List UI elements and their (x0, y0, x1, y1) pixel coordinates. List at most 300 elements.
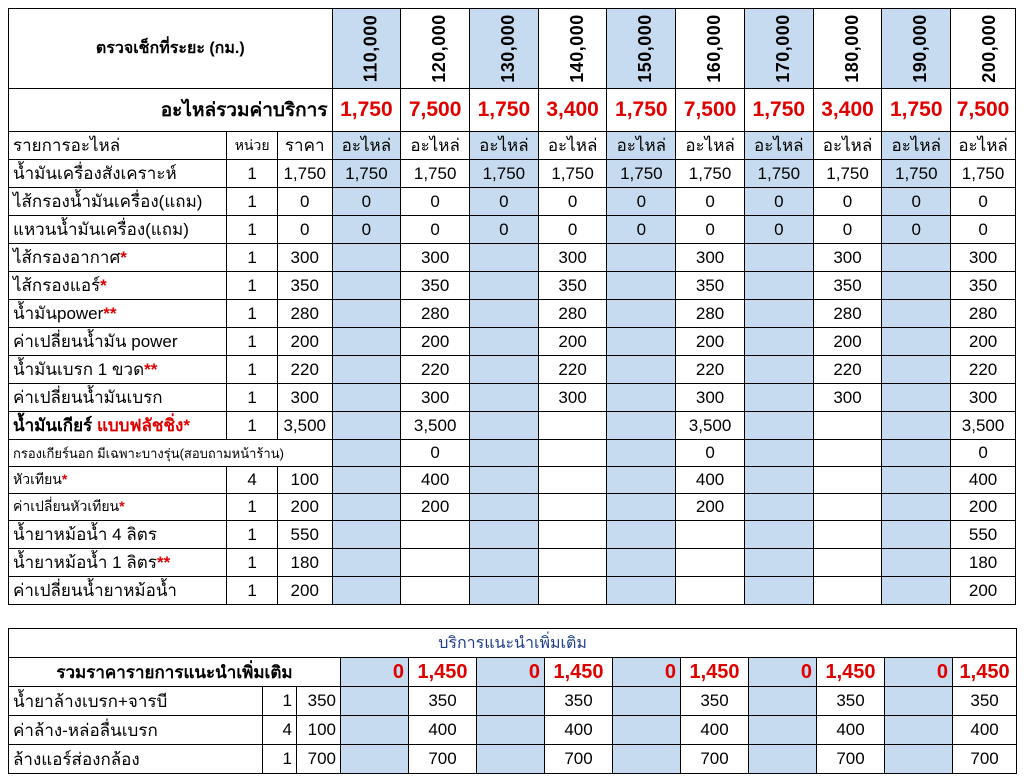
extra-item-unit-cell: 1 (263, 687, 297, 716)
item-name-cell (9, 467, 227, 494)
item-name: น้ำมันเกียร์ (13, 416, 93, 435)
part-column-header: อะไหล่ (882, 132, 951, 160)
item-unit-cell: 1 (227, 356, 278, 384)
item-value-cell: 3,500 (951, 412, 1016, 440)
extra-total-value-cell: 0 (613, 658, 681, 687)
item-name: ค่าเปลี่ยนหัวเทียน (13, 498, 120, 514)
part-column-header: อะไหล่ (470, 132, 539, 160)
item-mark: * (100, 276, 107, 295)
item-name: ค่าเปลี่ยนน้ำมัน power (13, 332, 178, 351)
item-value-cell: 300 (538, 384, 607, 412)
km-value: 150,000 (635, 14, 656, 83)
extra-item-name-cell: ล้างแอร์ส่องกล้อง (9, 745, 263, 774)
item-value-cell (538, 521, 607, 549)
km-header-cell (470, 9, 539, 89)
item-name-cell (9, 216, 227, 244)
item-value-cell: 0 (401, 216, 470, 244)
extra-item-value-cell: 400 (409, 716, 477, 745)
total-value-cell: 7,500 (951, 89, 1016, 132)
item-value-cell: 200 (676, 494, 745, 521)
item-value-cell: 350 (813, 272, 882, 300)
total-value-cell: 7,500 (401, 89, 470, 132)
item-mark: ** (156, 553, 171, 572)
item-price-cell: 550 (277, 521, 332, 549)
item-unit-cell: 1 (227, 216, 278, 244)
item-value-cell (607, 300, 676, 328)
extra-item-value-cell: 400 (817, 716, 885, 745)
item-name: ค่าเปลี่ยนน้ำมันเบรก (13, 388, 163, 407)
item-unit-cell: 1 (227, 272, 278, 300)
item-value-cell: 280 (401, 300, 470, 328)
km-value: 200,000 (978, 14, 999, 83)
extra-total-value-cell: 1,450 (953, 658, 1017, 687)
item-value-cell (882, 328, 951, 356)
extra-item-value-cell: 700 (681, 745, 749, 774)
item-value-cell: 0 (676, 216, 745, 244)
item-value-cell: 0 (951, 216, 1016, 244)
item-unit-cell: 1 (227, 188, 278, 216)
km-header-cell (538, 9, 607, 89)
item-name: ค่าเปลี่ยนน้ำยาหม้อน้ำ (13, 581, 177, 600)
item-name: น้ำยาหม้อน้ำ 1 ลิตร (13, 553, 157, 572)
extra-total-value-cell: 1,450 (817, 658, 885, 687)
item-value-cell: 300 (676, 244, 745, 272)
item-value-cell: 3,500 (676, 412, 745, 440)
item-value-cell (744, 521, 813, 549)
item-value-cell (332, 328, 401, 356)
item-value-cell (676, 577, 745, 605)
item-unit-cell: 1 (227, 328, 278, 356)
item-value-cell: 220 (676, 356, 745, 384)
parts-service-total-label: อะไหล่รวมค่าบริการ (9, 89, 333, 132)
item-unit-cell: 1 (227, 384, 278, 412)
item-price-cell: 1,750 (277, 160, 332, 188)
item-value-cell: 220 (401, 356, 470, 384)
item-name-cell (9, 356, 227, 384)
item-value-cell (882, 521, 951, 549)
item-mark: ** (144, 360, 158, 379)
km-value: 110,000 (359, 14, 380, 83)
item-price-cell: 3,500 (277, 412, 332, 440)
extra-item-value-cell (477, 745, 545, 774)
item-value-cell: 1,750 (676, 160, 745, 188)
item-value-cell (607, 440, 676, 467)
item-value-cell (813, 440, 882, 467)
part-column-header: อะไหล่ (951, 132, 1016, 160)
extra-item-value-cell: 350 (817, 687, 885, 716)
item-value-cell: 200 (538, 328, 607, 356)
item-value-cell: 300 (951, 384, 1016, 412)
unit-column-header: หน่วย (227, 132, 278, 160)
item-name: น้ำมันเบรก 1 ขวด (13, 360, 145, 379)
extra-item-price-cell: 350 (297, 687, 341, 716)
item-value-cell: 400 (951, 467, 1016, 494)
total-value-cell: 1,750 (470, 89, 539, 132)
extra-item-value-cell (341, 716, 409, 745)
extra-item-value-cell (749, 716, 817, 745)
item-price-cell: 300 (277, 384, 332, 412)
km-header-cell (607, 9, 676, 89)
item-value-cell (401, 577, 470, 605)
item-value-cell: 0 (607, 188, 676, 216)
item-name-cell (9, 549, 227, 577)
item-value-cell (470, 577, 539, 605)
part-column-header: อะไหล่ (401, 132, 470, 160)
item-value-cell (538, 467, 607, 494)
item-price-cell: 350 (277, 272, 332, 300)
item-value-cell (470, 328, 539, 356)
extra-item-name-cell: น้ำยาล้างเบรก+จารบี (9, 687, 263, 716)
item-value-cell (607, 356, 676, 384)
item-price-cell: 200 (277, 494, 332, 521)
item-value-cell (332, 384, 401, 412)
item-column-header: รายการอะไหล่ (9, 132, 227, 160)
total-value-cell: 3,400 (538, 89, 607, 132)
item-value-cell: 0 (951, 188, 1016, 216)
table-row (9, 494, 1016, 521)
km-value: 180,000 (841, 14, 862, 83)
km-header-cell (882, 9, 951, 89)
table-row (9, 216, 1016, 244)
extra-item-value-cell: 700 (545, 745, 613, 774)
item-name-cell (9, 272, 227, 300)
km-value: 120,000 (429, 14, 450, 83)
item-value-cell: 0 (332, 216, 401, 244)
km-header-cell (676, 9, 745, 89)
item-name: แหวนน้ำมันเครื่อง(แถม) (13, 220, 189, 239)
item-mark: * (183, 416, 190, 435)
item-value-cell (538, 577, 607, 605)
item-value-cell (882, 384, 951, 412)
table-row (9, 412, 1016, 440)
item-value-cell (744, 244, 813, 272)
item-value-cell (332, 467, 401, 494)
item-name: ไส้กรองแอร์ (13, 276, 101, 295)
item-value-cell: 0 (470, 216, 539, 244)
item-value-cell: 0 (676, 188, 745, 216)
item-unit-cell: 1 (227, 160, 278, 188)
item-value-cell (813, 549, 882, 577)
item-value-cell (882, 549, 951, 577)
item-name-cell (9, 244, 227, 272)
item-value-cell (813, 577, 882, 605)
km-value: 190,000 (910, 14, 931, 83)
item-value-cell (882, 356, 951, 384)
extra-item-value-cell (885, 745, 953, 774)
item-price-cell: 100 (277, 467, 332, 494)
extra-item-value-cell (749, 687, 817, 716)
item-value-cell: 0 (470, 188, 539, 216)
item-value-cell (470, 384, 539, 412)
item-value-cell (470, 244, 539, 272)
table-row (9, 188, 1016, 216)
item-value-cell (744, 412, 813, 440)
item-name: น้ำยาหม้อน้ำ 4 ลิตร (13, 525, 157, 544)
item-value-cell: 300 (401, 244, 470, 272)
item-value-cell (744, 356, 813, 384)
item-name: น้ำมันpower (13, 304, 104, 323)
km-value: 140,000 (566, 14, 587, 83)
item-value-cell (744, 384, 813, 412)
extra-item-value-cell (341, 745, 409, 774)
extra-item-value-cell (749, 745, 817, 774)
part-column-header: อะไหล่ (607, 132, 676, 160)
item-value-cell (607, 384, 676, 412)
item-value-cell (882, 412, 951, 440)
item-value-cell (676, 549, 745, 577)
item-name: ไส้กรองน้ำมันเครื่อง(แถม) (13, 192, 203, 211)
item-value-cell: 0 (744, 216, 813, 244)
item-value-cell (332, 494, 401, 521)
item-value-cell (882, 494, 951, 521)
item-price-cell: 200 (277, 328, 332, 356)
extra-item-value-cell: 350 (953, 687, 1017, 716)
item-value-cell (332, 412, 401, 440)
total-value-cell: 1,750 (744, 89, 813, 132)
total-value-cell: 1,750 (882, 89, 951, 132)
item-value-cell: 200 (951, 494, 1016, 521)
item-value-cell (607, 244, 676, 272)
item-value-cell (332, 440, 401, 467)
item-value-cell (813, 412, 882, 440)
total-value-cell: 3,400 (813, 89, 882, 132)
table-row (9, 467, 1016, 494)
item-value-cell: 280 (676, 300, 745, 328)
table-row (9, 549, 1016, 577)
item-value-cell: 350 (951, 272, 1016, 300)
item-value-cell (882, 272, 951, 300)
item-value-cell (470, 272, 539, 300)
item-price-cell: 180 (277, 549, 332, 577)
item-unit-cell: 1 (227, 521, 278, 549)
item-value-cell (538, 494, 607, 521)
item-unit-cell: 1 (227, 494, 278, 521)
item-value-cell: 200 (951, 328, 1016, 356)
item-value-cell (744, 467, 813, 494)
extra-item-price-cell: 100 (297, 716, 341, 745)
item-value-cell: 350 (401, 272, 470, 300)
item-value-cell (607, 494, 676, 521)
item-value-cell (470, 300, 539, 328)
item-value-cell (882, 300, 951, 328)
item-value-cell (470, 549, 539, 577)
item-name-cell (9, 494, 227, 521)
item-name-cell (9, 577, 227, 605)
part-column-header: อะไหล่ (332, 132, 401, 160)
item-value-cell: 220 (951, 356, 1016, 384)
item-name-cell (9, 521, 227, 549)
extra-total-value-cell: 0 (749, 658, 817, 687)
item-value-cell (470, 440, 539, 467)
extra-item-value-cell (885, 687, 953, 716)
extra-item-value-cell: 400 (681, 716, 749, 745)
item-name: น้ำมันเครื่องสังเคราะห์ (13, 164, 177, 183)
extra-item-value-cell: 350 (681, 687, 749, 716)
item-value-cell (744, 577, 813, 605)
extra-item-unit-cell: 4 (263, 716, 297, 745)
item-value-cell: 0 (332, 188, 401, 216)
item-unit-cell: 1 (227, 412, 278, 440)
item-value-cell (332, 356, 401, 384)
table-row (9, 745, 1017, 774)
item-unit-cell: 1 (227, 244, 278, 272)
extra-item-value-cell (477, 716, 545, 745)
item-name-cell (9, 412, 227, 440)
item-price-cell: 280 (277, 300, 332, 328)
table-row (9, 384, 1016, 412)
item-value-cell (744, 494, 813, 521)
item-value-cell: 3,500 (401, 412, 470, 440)
km-header-cell (813, 9, 882, 89)
item-value-cell (470, 356, 539, 384)
item-value-cell (401, 521, 470, 549)
table-row (9, 440, 1016, 467)
part-column-header: อะไหล่ (538, 132, 607, 160)
item-name-cell (9, 384, 227, 412)
item-name-cell (9, 300, 227, 328)
item-name-cell (9, 328, 227, 356)
extra-item-value-cell (613, 716, 681, 745)
item-value-cell (332, 244, 401, 272)
item-price-cell: 0 (277, 188, 332, 216)
extra-total-value-cell: 0 (341, 658, 409, 687)
item-value-cell (607, 328, 676, 356)
item-value-cell (538, 440, 607, 467)
check-distance-label: ตรวจเช็กที่ระยะ (กม.) (9, 9, 333, 89)
item-value-cell (607, 577, 676, 605)
item-value-cell: 1,750 (813, 160, 882, 188)
item-value-cell: 0 (744, 188, 813, 216)
item-value-cell: 350 (676, 272, 745, 300)
extra-item-value-cell: 400 (545, 716, 613, 745)
item-value-cell (332, 300, 401, 328)
item-value-cell: 350 (538, 272, 607, 300)
table-row (9, 272, 1016, 300)
extra-item-value-cell (341, 687, 409, 716)
item-name-cell (9, 440, 333, 467)
item-value-cell: 200 (401, 328, 470, 356)
extra-item-value-cell (885, 716, 953, 745)
item-value-cell: 220 (813, 356, 882, 384)
item-value-cell: 0 (951, 440, 1016, 467)
item-value-cell (332, 549, 401, 577)
item-value-cell: 300 (538, 244, 607, 272)
item-value-cell (676, 521, 745, 549)
part-column-header: อะไหล่ (744, 132, 813, 160)
item-value-cell: 0 (401, 440, 470, 467)
item-value-cell: 300 (951, 244, 1016, 272)
item-value-cell (607, 272, 676, 300)
item-name: กรองเกียร์นอก มีเฉพาะบางรุ่น(สอบถามหน้าร้าน) (13, 445, 284, 461)
item-unit-cell: 4 (227, 467, 278, 494)
item-value-cell (882, 577, 951, 605)
extra-item-value-cell (613, 687, 681, 716)
item-value-cell: 0 (813, 216, 882, 244)
item-value-cell: 220 (538, 356, 607, 384)
extra-item-name-cell: ค่าล้าง-หล่อลื่นเบรก (9, 716, 263, 745)
item-value-cell (813, 494, 882, 521)
item-value-cell (538, 549, 607, 577)
item-unit-cell: 1 (227, 549, 278, 577)
extra-item-value-cell: 400 (953, 716, 1017, 745)
item-unit-cell: 1 (227, 577, 278, 605)
item-value-cell (882, 244, 951, 272)
total-value-cell: 1,750 (332, 89, 401, 132)
item-mark: * (61, 471, 68, 487)
km-value: 130,000 (497, 14, 518, 83)
table-row (9, 716, 1017, 745)
extra-item-price-cell: 700 (297, 745, 341, 774)
total-value-cell: 1,750 (607, 89, 676, 132)
part-column-header: อะไหล่ (676, 132, 745, 160)
item-value-cell: 0 (401, 188, 470, 216)
item-value-cell: 200 (951, 577, 1016, 605)
table-row (9, 356, 1016, 384)
extra-services-table (8, 628, 1017, 774)
item-value-cell: 300 (676, 384, 745, 412)
item-value-cell: 400 (676, 467, 745, 494)
item-value-cell: 1,750 (401, 160, 470, 188)
item-price-cell: 0 (277, 216, 332, 244)
item-name: หัวเทียน (13, 471, 62, 487)
item-value-cell: 1,750 (744, 160, 813, 188)
item-value-cell (470, 521, 539, 549)
km-header-cell (401, 9, 470, 89)
item-name-highlight: แบบฟลัชชิ่ง (96, 416, 184, 435)
item-value-cell: 200 (813, 328, 882, 356)
item-value-cell: 1,750 (332, 160, 401, 188)
extra-item-value-cell (477, 687, 545, 716)
item-value-cell: 0 (813, 188, 882, 216)
item-price-cell: 300 (277, 244, 332, 272)
table-row (9, 244, 1016, 272)
table-row (9, 687, 1017, 716)
item-value-cell: 300 (813, 244, 882, 272)
extra-total-value-cell: 1,450 (409, 658, 477, 687)
item-value-cell (607, 521, 676, 549)
km-header-cell (744, 9, 813, 89)
item-value-cell: 1,750 (951, 160, 1016, 188)
item-value-cell (332, 577, 401, 605)
item-value-cell: 400 (401, 467, 470, 494)
item-value-cell: 1,750 (882, 160, 951, 188)
item-value-cell (607, 412, 676, 440)
item-value-cell (470, 412, 539, 440)
item-name-cell (9, 160, 227, 188)
item-value-cell (332, 272, 401, 300)
item-value-cell (744, 328, 813, 356)
item-value-cell (744, 272, 813, 300)
item-value-cell: 0 (538, 216, 607, 244)
km-value: 170,000 (772, 14, 793, 83)
extra-total-label: รวมราคารายการแนะนำเพิ่มเติม (9, 658, 341, 687)
extra-item-value-cell: 700 (953, 745, 1017, 774)
item-value-cell (744, 549, 813, 577)
item-value-cell: 0 (607, 216, 676, 244)
extra-total-value-cell: 0 (477, 658, 545, 687)
extra-item-value-cell: 700 (409, 745, 477, 774)
item-value-cell (813, 467, 882, 494)
item-value-cell (882, 440, 951, 467)
total-value-cell: 7,500 (676, 89, 745, 132)
km-header-cell (332, 9, 401, 89)
extra-item-unit-cell: 1 (263, 745, 297, 774)
item-mark: ** (103, 304, 117, 323)
table-row (9, 521, 1016, 549)
table-gap (0, 616, 1024, 628)
item-value-cell: 0 (538, 188, 607, 216)
item-value-cell: 1,750 (538, 160, 607, 188)
